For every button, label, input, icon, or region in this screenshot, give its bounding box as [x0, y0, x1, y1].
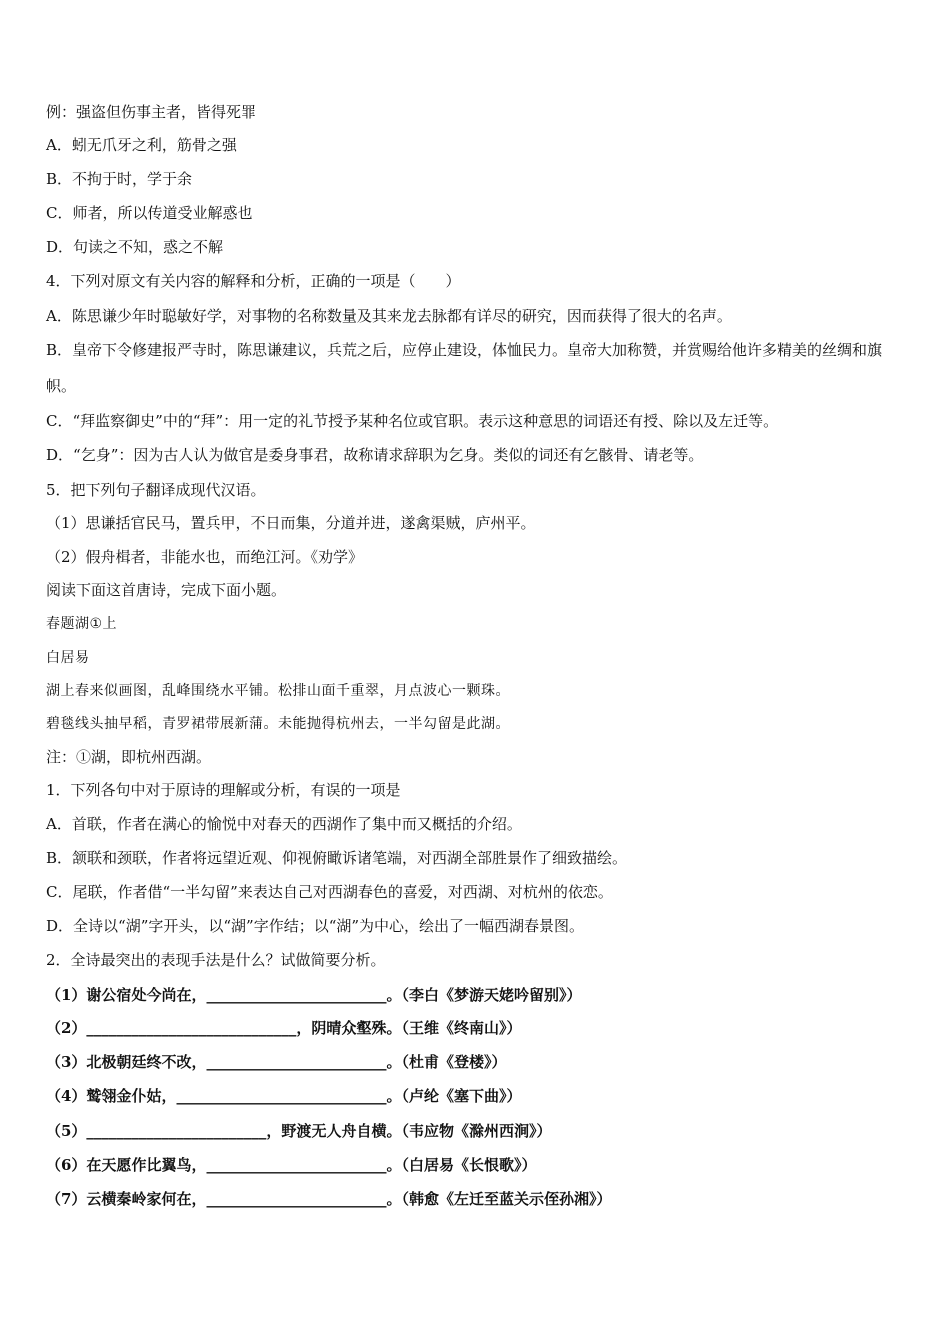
q4-option-a: A．陈思谦少年时聪敏好学，对事物的名称数量及其来龙去脉都有详尽的研究，因而获得了很大的名声。 [46, 307, 732, 325]
q4-stem: 4．下列对原文有关内容的解释和分析，正确的一项是（ ） [46, 272, 461, 290]
fill-item-7: （7）云横秦岭家何在，________________________。（韩愈《左迁至蓝关示侄孙湘》） [46, 1190, 612, 1208]
poem-q1-option-a: A．首联，作者在满心的愉悦中对春天的西湖作了集中而又概括的介绍。 [46, 815, 522, 833]
q3-option-a: A．蚓无爪牙之利，筋骨之强 [46, 136, 237, 154]
q4-option-c: C．“拜监察御史”中的“拜”：用一定的礼节授予某种名位或官职。表示这种意思的词语还有授、除以及左迁等。 [46, 412, 779, 430]
fill-item-1: （1）谢公宿处今尚在，________________________。（李白《梦游天姥吟留别》） [46, 986, 582, 1004]
poem-title: 春题湖①上 [46, 616, 118, 632]
poem-q1-option-d: D．全诗以“湖”字开头，以“湖”字作结；以“湖”为中心，绘出了一幅西湖春景图。 [46, 917, 585, 935]
q3-option-c: C．师者，所以传道受业解惑也 [46, 204, 253, 222]
fill-item-2: （2）____________________________，阴晴众壑殊。（王维《终南山》） [46, 1019, 522, 1037]
poem-intro: 阅读下面这首唐诗，完成下面小题。 [46, 581, 287, 599]
poem-note: 注：①湖，即杭州西湖。 [46, 748, 212, 766]
q3-option-d: D．句读之不知，惑之不解 [46, 238, 224, 256]
q3-option-b: B．不拘于时，学于余 [46, 170, 193, 188]
q4-option-b: B．皇帝下令修建报严寺时，陈思谦建议，兵荒之后，应停止建设，体恤民力。皇帝大加称赞，并赏赐给他许多精美的丝绸和旗帜。 [46, 341, 883, 395]
q5-sentence-1: （1）思谦括官民马，置兵甲，不日而集，分道并进，遂禽渠贼，庐州平。 [46, 514, 536, 532]
poem-author: 白居易 [46, 650, 90, 666]
q5-sentence-2: （2）假舟楫者，非能水也，而绝江河。《劝学》 [46, 548, 364, 566]
fill-item-4: （4）鹫翎金仆姑，____________________________。（卢纶《塞下曲》） [46, 1087, 522, 1105]
fill-item-6: （6）在天愿作比翼鸟，________________________。（白居易《长恨歌》） [46, 1156, 537, 1174]
poem-q2-stem: 2．全诗最突出的表现手法是什么？试做简要分析。 [46, 951, 386, 969]
poem-q1-option-c: C．尾联，作者借“一半勾留”来表达自己对西湖春色的喜爱，对西湖、对杭州的依恋。 [46, 883, 613, 901]
poem-line-1: 湖上春来似画图，乱峰围绕水平铺。松排山面千重翠，月点波心一颗珠。 [46, 683, 510, 699]
q3-example: 例：强盗但伤事主者，皆得死罪 [46, 103, 257, 121]
fill-item-5: （5）________________________，野渡无人舟自横。（韦应物《滁州西涧》） [46, 1122, 552, 1140]
q5-stem: 5．把下列句子翻译成现代汉语。 [46, 481, 266, 499]
poem-q1-option-b: B．颔联和颈联，作者将远望近观、仰视俯瞰诉诸笔端，对西湖全部胜景作了细致描绘。 [46, 849, 628, 867]
fill-item-3: （3）北极朝廷终不改，________________________。（杜甫《登楼》） [46, 1053, 507, 1071]
poem-line-2: 碧毯线头抽早稻，青罗裙带展新蒲。未能抛得杭州去，一半勾留是此湖。 [46, 716, 510, 732]
q4-option-d: D．“乞身”：因为古人认为做官是委身事君，故称请求辞职为乞身。类似的词还有乞骸骨、请老等。 [46, 446, 704, 464]
poem-q1-stem: 1．下列各句中对于原诗的理解或分析，有误的一项是 [46, 781, 401, 799]
